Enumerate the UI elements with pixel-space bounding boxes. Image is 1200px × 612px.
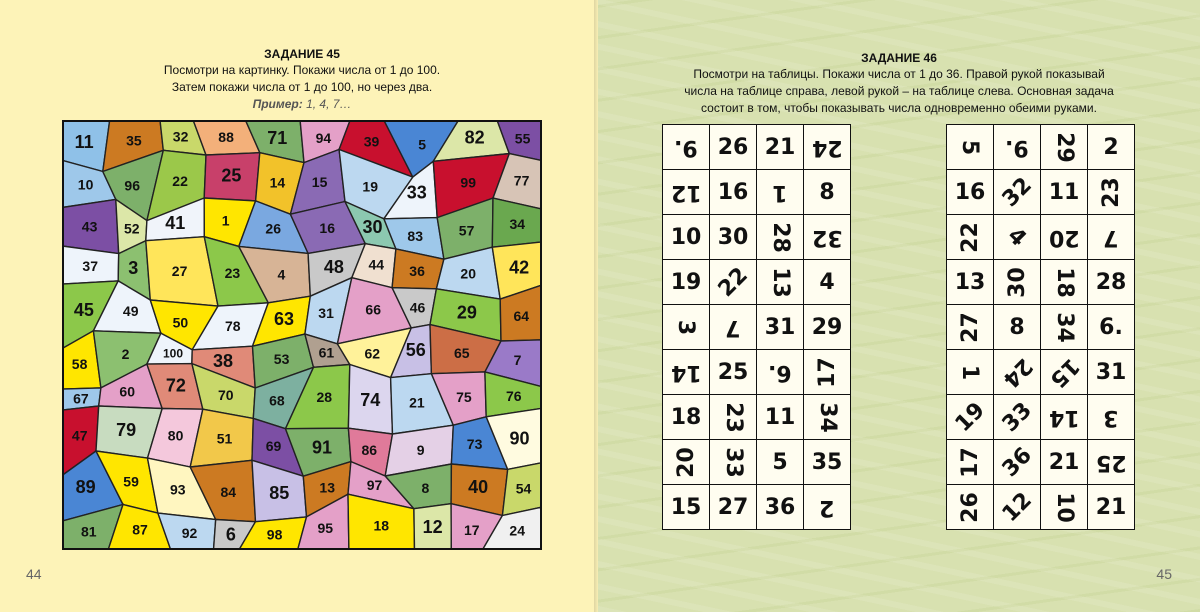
mosaic-number: 71 (267, 127, 288, 148)
task-46-line-3: состоит в том, чтобы показывать числа одновременно обеими руками. (701, 101, 1097, 115)
right-table-cell-number: 18 (1051, 266, 1077, 298)
left-table-row (663, 125, 851, 170)
mosaic-number: 34 (509, 216, 526, 233)
mosaic-number: 45 (73, 300, 94, 321)
left-table-cell-number: 13 (767, 266, 793, 298)
right-table-cell-number: 17 (957, 446, 983, 478)
mosaic-number: 90 (509, 428, 530, 449)
mosaic-number: 22 (172, 173, 188, 189)
right-table-cell-number: 5 (957, 139, 983, 155)
right-table-cell[interactable] (947, 395, 994, 440)
right-table-cell[interactable] (994, 350, 1041, 395)
right-table-cell[interactable] (1088, 170, 1135, 215)
left-table-cell-number: 17 (814, 356, 840, 388)
mosaic-number: 7 (513, 351, 522, 368)
mosaic-number: 6 (225, 524, 236, 545)
left-table-cell-number: 36 (764, 494, 796, 520)
left-table-row (663, 215, 851, 260)
mosaic-number: 4 (277, 266, 286, 283)
left-table-cell[interactable] (710, 395, 757, 440)
mosaic-number: 37 (82, 258, 98, 275)
mosaic-number: 52 (124, 220, 140, 237)
left-table-cell-number: 25 (717, 359, 749, 385)
right-table-cell-number: 2 (1103, 134, 1119, 160)
right-table-cell-number: 15 (1044, 352, 1084, 392)
left-table-cell-number: 33 (720, 446, 746, 478)
mosaic-number: 73 (466, 435, 483, 452)
right-table-cell-number: 13 (954, 269, 986, 295)
mosaic-number: 59 (123, 473, 139, 490)
mosaic-number: 99 (460, 174, 476, 191)
mosaic-number: 77 (513, 172, 530, 189)
right-table-cell[interactable] (1088, 395, 1135, 440)
right-table-cell[interactable] (1041, 485, 1088, 530)
left-table-cell[interactable] (757, 440, 804, 485)
left-table-cell-number: 35 (811, 449, 843, 475)
right-table-cell-number: 23 (1098, 176, 1124, 208)
mosaic-number: 93 (170, 481, 186, 498)
right-table-row (947, 260, 1135, 305)
mosaic-number: 42 (509, 257, 530, 278)
mosaic-number: 57 (458, 222, 475, 239)
left-table-cell[interactable] (663, 440, 710, 485)
left-table-cell-number: 1 (772, 179, 788, 205)
left-table-cell[interactable] (663, 260, 710, 305)
mosaic-number: 81 (81, 523, 97, 540)
left-table-cell-number: 3 (673, 319, 699, 335)
left-table-cell-number: 7 (725, 314, 741, 340)
left-table-row (663, 305, 851, 350)
left-table-cell[interactable] (757, 215, 804, 260)
right-table-cell-number: 22 (957, 221, 983, 253)
mosaic-number: 83 (407, 228, 423, 245)
right-table-cell[interactable] (1041, 350, 1088, 395)
left-table-cell[interactable] (710, 170, 757, 215)
right-table-cell-number: 25 (1095, 449, 1127, 475)
mosaic-number: 58 (71, 356, 88, 373)
right-table-cell-number: 1 (957, 364, 983, 380)
left-table-cell[interactable] (757, 305, 804, 350)
mosaic-number: 97 (366, 477, 383, 494)
right-table-cell[interactable] (1041, 125, 1088, 170)
mosaic-number: 62 (364, 345, 381, 362)
mosaic-number: 82 (464, 127, 485, 148)
mosaic-number: 63 (273, 308, 295, 329)
right-table-cell[interactable] (1088, 215, 1135, 260)
right-table-cell[interactable] (1088, 260, 1135, 305)
left-table-cell[interactable] (710, 125, 757, 170)
mosaic-number: 2 (121, 346, 130, 362)
right-table-cell-number: 8 (1009, 314, 1025, 340)
mosaic-number: 64 (513, 308, 530, 325)
mosaic-number: 94 (315, 130, 332, 146)
left-table-cell-number: 15 (670, 494, 702, 520)
right-table-cell[interactable] (1088, 485, 1135, 530)
right-table-cell[interactable] (947, 215, 994, 260)
right-table-cell-number: 26 (957, 491, 983, 523)
mosaic-number: 28 (316, 389, 333, 406)
right-table-row (947, 305, 1135, 350)
left-table-cell[interactable] (804, 170, 851, 215)
mosaic-number: 65 (454, 344, 470, 361)
right-table-cell-number: 31 (1095, 359, 1127, 385)
mosaic-number: 5 (418, 136, 426, 153)
right-table-cell-number: 30 (1004, 266, 1030, 298)
mosaic-svg (62, 120, 542, 550)
left-table-cell-number: 6. (768, 359, 792, 385)
mosaic-number: 68 (269, 392, 285, 409)
task-46-line-1: Посмотри на таблицы. Покажи числа от 1 до 36. Правой рукой показывай (693, 67, 1105, 81)
mosaic-number: 78 (225, 318, 241, 335)
right-table-cell[interactable] (1088, 350, 1135, 395)
left-table-cell[interactable] (710, 350, 757, 395)
left-table-cell-number: 16 (717, 179, 749, 205)
mosaic-number: 48 (323, 256, 344, 277)
mosaic-number: 47 (71, 427, 88, 444)
right-table-cell-number: 33 (997, 397, 1037, 437)
right-table-cell-number: 10 (1051, 491, 1077, 523)
mosaic-number: 66 (365, 301, 381, 318)
right-table-cell[interactable] (994, 170, 1041, 215)
left-table-cell[interactable] (710, 260, 757, 305)
left-table-cell[interactable] (757, 485, 804, 530)
mosaic-number: 11 (74, 131, 94, 152)
task-45-line-2: Затем покажи числа от 1 до 100, но через два. (171, 80, 433, 94)
task-46-line-2: числа на таблице справа, левой рукой – на таблице слева. Основная задача (684, 84, 1114, 98)
mosaic-number: 41 (165, 213, 186, 233)
left-table-cell[interactable] (804, 125, 851, 170)
right-table-cell[interactable] (1041, 395, 1088, 440)
left-table-cell-number: 34 (814, 401, 840, 433)
number-mosaic (62, 120, 542, 550)
right-table-cell[interactable] (1088, 440, 1135, 485)
right-table-cell-number: 9. (1005, 134, 1029, 160)
right-table-cell-number: 11 (1048, 179, 1080, 205)
task-46-title: ЗАДАНИЕ 46 (861, 51, 937, 65)
right-table-cell[interactable] (994, 485, 1041, 530)
left-table-row (663, 260, 851, 305)
mosaic-number: 36 (409, 263, 425, 280)
mosaic-number: 1 (221, 212, 230, 229)
right-table-cell[interactable] (1041, 170, 1088, 215)
right-table-cell[interactable] (1088, 125, 1135, 170)
left-table-row (663, 350, 851, 395)
mosaic-number: 16 (319, 220, 335, 237)
mosaic-number: 14 (269, 174, 286, 191)
right-table-cell-number: 16 (954, 179, 986, 205)
left-table-row (663, 485, 851, 530)
left-table-cell[interactable] (757, 125, 804, 170)
left-table-cell-number: 26 (717, 134, 749, 160)
mosaic-number: 24 (509, 522, 525, 539)
right-table-cell-number: 6. (1099, 314, 1123, 340)
mosaic-number: 31 (318, 304, 334, 321)
page-number-right: 45 (1156, 566, 1172, 582)
mosaic-number: 96 (124, 177, 140, 194)
left-table-cell-number: 19 (670, 269, 702, 295)
mosaic-number: 51 (216, 430, 233, 447)
mosaic-number: 60 (119, 383, 135, 400)
right-table-cell-number: 32 (997, 172, 1037, 212)
mosaic-number: 46 (409, 299, 426, 316)
mosaic-number: 44 (368, 256, 385, 273)
mosaic-number: 56 (405, 340, 426, 360)
left-table-cell-number: 24 (811, 134, 843, 160)
left-table-cell[interactable] (663, 170, 710, 215)
mosaic-number: 18 (373, 517, 390, 534)
left-table-cell-number: 14 (670, 359, 702, 385)
left-table-cell[interactable] (710, 215, 757, 260)
right-table-cell-number: 28 (1095, 269, 1127, 295)
mosaic-number: 70 (218, 386, 234, 403)
left-table-cell[interactable] (663, 395, 710, 440)
right-number-table (946, 124, 1135, 530)
right-table-cell[interactable] (994, 305, 1041, 350)
mosaic-number: 9 (416, 441, 425, 458)
left-table-cell-number: 11 (764, 404, 796, 430)
mosaic-number: 27 (171, 262, 188, 279)
mosaic-number: 89 (75, 477, 96, 497)
left-table-cell[interactable] (710, 305, 757, 350)
mosaic-number: 72 (165, 375, 186, 396)
left-table-cell-number: 31 (764, 314, 796, 340)
right-table-cell-number: 20 (1048, 224, 1080, 250)
left-table-cell-number: 30 (717, 224, 749, 250)
left-table-cell-number: 23 (720, 401, 746, 433)
right-table-cell[interactable] (947, 260, 994, 305)
right-table-cell[interactable] (994, 395, 1041, 440)
mosaic-number: 69 (265, 437, 282, 454)
right-table-cell-number: 36 (997, 442, 1037, 482)
task-45-title: ЗАДАНИЕ 45 (264, 47, 340, 61)
left-table-cell[interactable] (804, 305, 851, 350)
left-table-cell[interactable] (663, 125, 710, 170)
left-table-cell[interactable] (804, 395, 851, 440)
right-table-row (947, 485, 1135, 530)
page-number-left: 44 (26, 566, 42, 582)
left-table-cell[interactable] (710, 485, 757, 530)
left-table-cell-number: 9. (674, 134, 698, 160)
mosaic-number: 40 (468, 477, 489, 498)
right-table-cell-number: 14 (1048, 404, 1080, 430)
left-table-cell-number: 28 (767, 221, 793, 253)
left-table-cell[interactable] (804, 260, 851, 305)
right-table-cell[interactable] (947, 305, 994, 350)
left-page (0, 0, 598, 612)
mosaic-number: 76 (506, 387, 522, 404)
right-table-row (947, 440, 1135, 485)
mosaic-number: 75 (456, 388, 472, 405)
right-table-cell-number: 24 (997, 352, 1037, 392)
mosaic-number: 50 (172, 314, 189, 331)
right-table-cell-number: 34 (1051, 311, 1077, 343)
task-45-line-1: Посмотри на картинку. Покажи числа от 1 до 100. (163, 63, 441, 77)
left-table-cell-number: 8 (819, 179, 835, 205)
left-table-cell[interactable] (804, 350, 851, 395)
left-table-row (663, 170, 851, 215)
right-table-cell-number: 21 (1048, 449, 1080, 475)
right-table-cell-number: 27 (957, 311, 983, 343)
task-46-header (658, 50, 1140, 117)
mosaic-number: 35 (126, 132, 142, 149)
mosaic-number: 20 (460, 265, 476, 282)
right-table-cell[interactable] (1041, 260, 1088, 305)
mosaic-number: 67 (73, 390, 89, 407)
left-table-cell-number: 10 (670, 224, 702, 250)
mosaic-number: 54 (515, 480, 532, 497)
left-table-cell[interactable] (757, 260, 804, 305)
mosaic-number: 29 (456, 302, 477, 323)
right-table-cell-number: 4 (1002, 222, 1032, 252)
right-table-cell-number: 29 (1051, 131, 1077, 163)
right-table-cell[interactable] (994, 440, 1041, 485)
right-table-cell-number: 19 (950, 397, 990, 437)
left-table-cell[interactable] (757, 395, 804, 440)
mosaic-number: 26 (265, 220, 281, 237)
right-table-cell-number: 3 (1103, 404, 1119, 430)
mosaic-number: 23 (224, 265, 241, 281)
right-table-cell[interactable] (947, 125, 994, 170)
mosaic-number: 86 (361, 441, 378, 458)
left-table-cell-number: 2 (819, 494, 835, 520)
mosaic-number: 84 (220, 484, 237, 501)
task-45-example (120, 96, 484, 113)
left-table-cell-number: 29 (811, 314, 843, 340)
right-table-cell[interactable] (1041, 215, 1088, 260)
right-table-row (947, 350, 1135, 395)
mosaic-number: 33 (406, 182, 427, 203)
task-45-header (120, 46, 484, 113)
left-table-cell[interactable] (663, 350, 710, 395)
left-table-cell-number: 22 (713, 262, 753, 302)
right-table-row (947, 395, 1135, 440)
mosaic-number: 12 (422, 517, 443, 538)
right-table-cell[interactable] (1041, 305, 1088, 350)
left-table-row (663, 440, 851, 485)
mosaic-number: 74 (360, 390, 381, 411)
example-label: Пример: (252, 97, 303, 111)
right-table-cell[interactable] (994, 215, 1041, 260)
example-value: 1, 4, 7… (306, 97, 352, 111)
mosaic-number: 95 (317, 519, 334, 536)
right-table-cell[interactable] (947, 350, 994, 395)
mosaic-number: 15 (311, 173, 328, 190)
mosaic-number: 13 (319, 479, 335, 496)
right-table-cell-number: 21 (1095, 494, 1127, 520)
mosaic-number: 17 (464, 521, 480, 538)
mosaic-number: 32 (172, 128, 189, 145)
left-table-cell-number: 12 (670, 179, 702, 205)
left-table-cell[interactable] (757, 350, 804, 395)
right-table-row (947, 125, 1135, 170)
right-table-cell[interactable] (947, 170, 994, 215)
mosaic-number: 87 (132, 521, 148, 538)
mosaic-number: 8 (421, 480, 430, 497)
mosaic-number: 21 (409, 394, 425, 411)
mosaic-number: 85 (269, 482, 290, 503)
right-table-cell[interactable] (994, 125, 1041, 170)
right-table-cell-number: 7 (1103, 224, 1119, 250)
right-table-cell[interactable] (1041, 440, 1088, 485)
left-table-cell[interactable] (663, 215, 710, 260)
right-table-cell[interactable] (1088, 305, 1135, 350)
mosaic-number: 100 (162, 346, 184, 361)
mosaic-number: 61 (318, 344, 335, 361)
mosaic-number: 39 (363, 133, 380, 150)
mosaic-number: 10 (77, 176, 94, 193)
mosaic-number: 91 (311, 437, 333, 458)
mosaic-number: 25 (221, 165, 242, 186)
left-table-cell[interactable] (804, 485, 851, 530)
left-table-cell[interactable] (663, 485, 710, 530)
mosaic-number: 3 (128, 257, 139, 278)
left-table-cell-number: 5 (772, 449, 788, 475)
mosaic-number: 53 (273, 350, 290, 367)
left-number-table (662, 124, 851, 530)
right-table-row (947, 170, 1135, 215)
right-table-cell[interactable] (947, 485, 994, 530)
mosaic-number: 79 (116, 419, 137, 440)
right-table-cell-number: 12 (997, 487, 1037, 527)
left-table-row (663, 395, 851, 440)
left-table-cell-number: 27 (717, 494, 749, 520)
left-table-cell-number: 32 (811, 224, 843, 250)
left-table-cell[interactable] (804, 440, 851, 485)
left-table-cell[interactable] (710, 440, 757, 485)
left-table-cell[interactable] (804, 215, 851, 260)
mosaic-number: 98 (266, 526, 283, 543)
mosaic-number: 30 (362, 217, 383, 238)
right-table-cell[interactable] (947, 440, 994, 485)
left-table-cell-number: 20 (673, 446, 699, 478)
right-table-row (947, 215, 1135, 260)
left-table-cell[interactable] (663, 305, 710, 350)
mosaic-number: 38 (212, 350, 234, 371)
left-table-cell-number: 18 (670, 404, 702, 430)
left-table-cell-number: 4 (819, 269, 835, 295)
mosaic-number: 49 (122, 303, 139, 320)
mosaic-number: 92 (181, 525, 198, 542)
left-table-cell-number: 21 (764, 134, 796, 160)
mosaic-number: 19 (362, 178, 378, 195)
mosaic-number: 88 (218, 128, 234, 145)
right-table-cell[interactable] (994, 260, 1041, 305)
mosaic-number: 80 (167, 427, 184, 444)
mosaic-number: 55 (514, 130, 531, 147)
mosaic-number: 43 (81, 218, 98, 235)
left-table-cell[interactable] (757, 170, 804, 215)
